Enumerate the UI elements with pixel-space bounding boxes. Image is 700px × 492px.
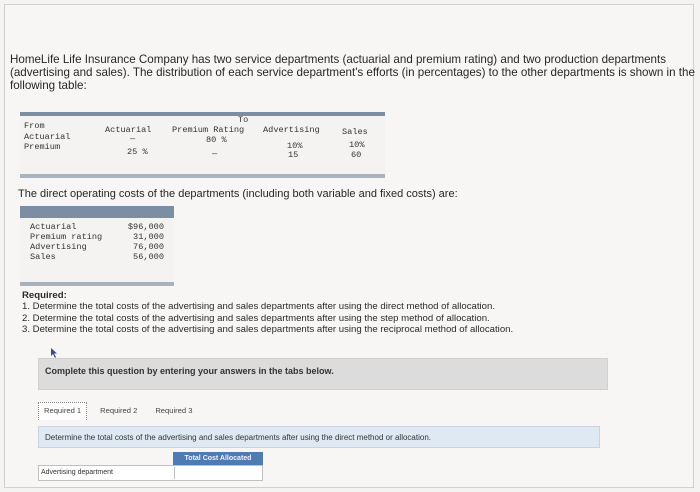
table-row (38, 465, 263, 481)
tab-required-1[interactable]: Required 1 (38, 402, 87, 420)
cost-value: 76,000 (133, 242, 164, 252)
table-cell: 10% (349, 140, 365, 150)
table-cell: 15 (288, 150, 299, 160)
column-header: Advertising (263, 125, 320, 135)
answer-column-header: Total Cost Allocated (173, 452, 263, 465)
costs-intro: The direct operating costs of the departments (including both variable and fixed costs) are: (18, 188, 458, 200)
task-description (38, 426, 600, 448)
table-cell: — (130, 134, 136, 144)
intro-line: following table: (10, 79, 87, 92)
instructions-banner (38, 358, 608, 390)
row-label: Actuarial (24, 132, 71, 142)
intro-line: (advertising and sales). The distribution of each service department's efforts (in percentages) to the other departments is shown in the (10, 66, 695, 79)
required-item: 1. Determine the total costs of the advertising and sales departments after using the direct method of allocation. (22, 301, 496, 313)
banner-text: Complete this question by entering your answers in the tabs below. (45, 366, 334, 376)
table-cell: 10% (287, 141, 303, 151)
required-section (22, 290, 682, 336)
required-item: 3. Determine the total costs of the advertising and sales departments after using the reciprocal method of allocation. (22, 324, 514, 336)
cost-label: Premium rating (30, 232, 103, 242)
required-item: 2. Determine the total costs of the advertising and sales departments after using the step method of allocation. (22, 312, 490, 324)
table-row (30, 252, 170, 263)
cost-label: Sales (30, 252, 56, 262)
answer-row-label: Advertising department (41, 469, 113, 476)
cost-label: Advertising (30, 242, 87, 252)
cost-label: Actuarial (30, 222, 77, 232)
task-text: Determine the total costs of the advertising and sales departments after using the direct method or allocation. (45, 433, 431, 442)
table-cell: 60 (351, 150, 362, 160)
to-label: To (238, 115, 249, 125)
problem-intro (10, 53, 695, 92)
required-heading: Required: (22, 290, 67, 301)
intro-line: HomeLife Life Insurance Company has two service departments (actuarial and premium rating) and two production departments (10, 53, 667, 66)
from-label: From (24, 121, 45, 131)
advertising-total-input[interactable] (174, 467, 261, 479)
cost-value: 31,000 (133, 232, 164, 242)
table-cell: — (212, 149, 218, 159)
column-header: Premium Rating (172, 125, 245, 135)
column-header: Sales (342, 127, 368, 137)
table-cell: 80 % (206, 135, 227, 145)
tab-required-3[interactable]: Required 3 (155, 406, 193, 415)
distribution-table (20, 112, 385, 178)
tab-bar (38, 402, 205, 419)
column-header: Actuarial (105, 125, 152, 135)
cost-value: 56,000 (133, 252, 164, 262)
cursor-icon (50, 348, 58, 358)
row-label: Premium (24, 142, 61, 152)
costs-table (20, 206, 174, 286)
tab-required-2[interactable]: Required 2 (100, 406, 138, 415)
table-cell: 25 % (127, 147, 148, 157)
cost-value: $96,000 (127, 222, 164, 232)
